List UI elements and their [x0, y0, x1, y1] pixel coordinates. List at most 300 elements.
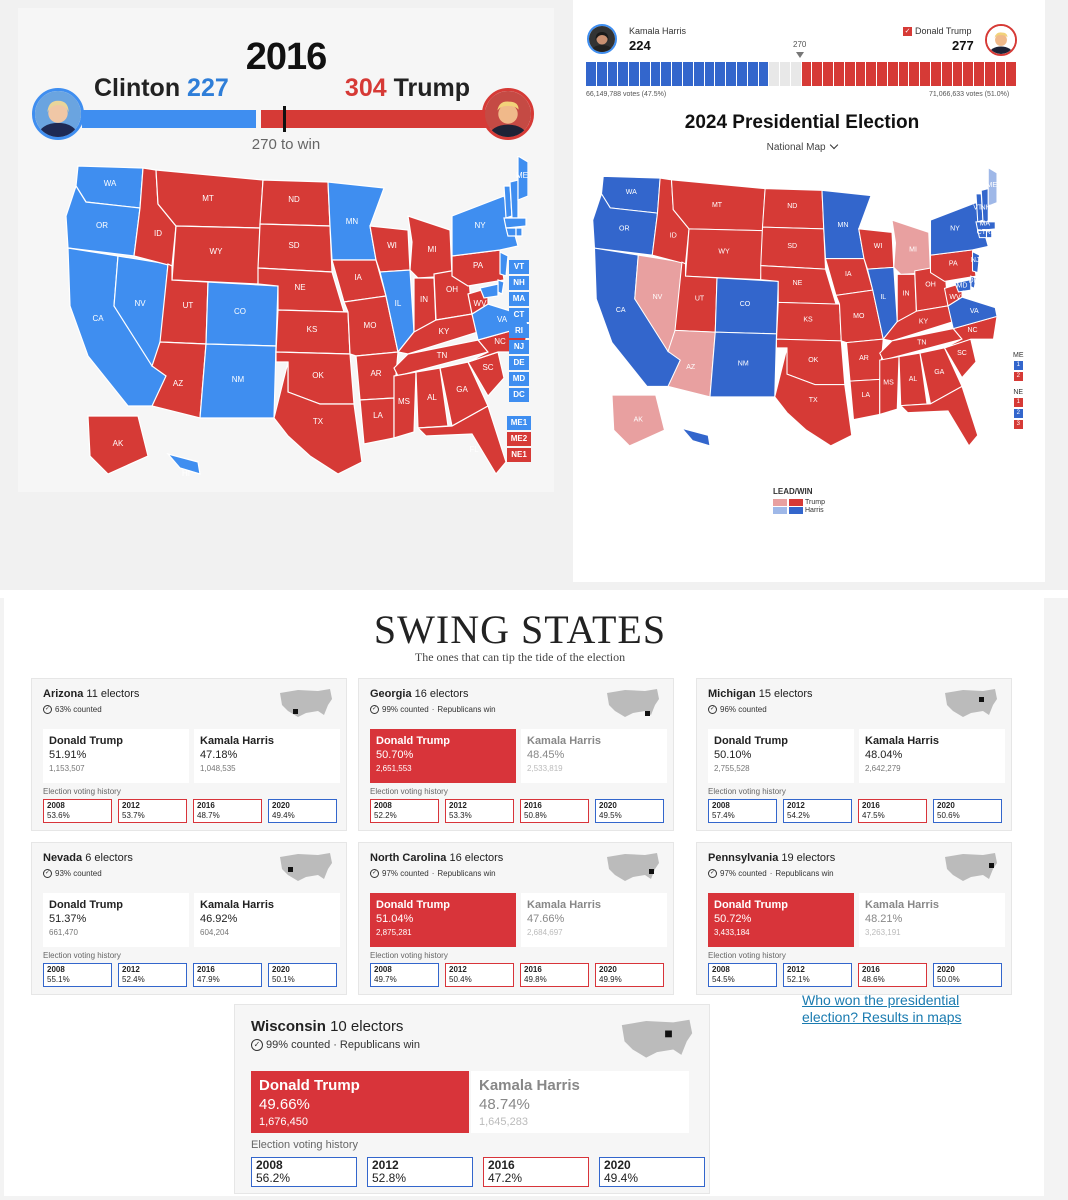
trump-result-box: [708, 729, 854, 783]
mini-us-map-icon: [943, 851, 999, 885]
history-box: [858, 799, 927, 823]
history-pct: 52.2%: [374, 811, 397, 820]
ev-bar-segment: [715, 62, 725, 86]
state-label-dc: DC: [962, 290, 973, 298]
history-pct: 47.5%: [862, 811, 885, 820]
candidate-pct: 50.10%: [714, 749, 752, 761]
candidate-pct: 51.37%: [49, 913, 87, 925]
state-label-ma: MA: [979, 220, 990, 228]
ev-bar-segment: [823, 62, 833, 86]
ev-bar-segment: [866, 62, 876, 86]
check-circle-icon: ✓: [44, 870, 51, 876]
state-heading: [43, 852, 133, 864]
counted-row: [708, 705, 767, 714]
harris-ev: 224: [629, 38, 651, 53]
state-name: Michigan: [708, 688, 756, 700]
history-label: Election voting history: [370, 787, 448, 796]
electors: 16 electors: [449, 852, 504, 864]
state-box-nj: NJ: [509, 340, 529, 354]
lead-legend-title: LEAD/WIN: [773, 487, 813, 496]
ev-bar-segment: [661, 62, 671, 86]
swing-states-panel: [4, 598, 1044, 1196]
state-label-wy: WY: [209, 247, 223, 256]
ev-bar-segment: [780, 62, 790, 86]
check-circle-icon: ✓: [44, 706, 51, 712]
state-label-tx: TX: [312, 417, 324, 426]
counted-row: [43, 869, 102, 878]
state-label-pa: PA: [472, 261, 484, 270]
ev-bar-2024: [586, 62, 1016, 86]
state-heading: [370, 688, 468, 700]
history-year: 2016: [197, 965, 215, 974]
history-year: 2008: [712, 965, 730, 974]
top-area: [0, 0, 1068, 590]
candidate-pct: 50.70%: [376, 749, 414, 761]
state-label-al: AL: [427, 393, 437, 402]
history-pct: 50.0%: [937, 975, 960, 984]
state-label-ia: IA: [354, 273, 362, 282]
state-label-in: IN: [902, 290, 910, 298]
candidate-name: Donald Trump: [376, 735, 450, 747]
trump-ev-2024: 277: [952, 38, 974, 53]
history-pct: 54.2%: [787, 811, 810, 820]
history-year: 2020: [937, 965, 955, 974]
history-pct: 56.2%: [256, 1171, 291, 1185]
history-label: Election voting history: [370, 951, 448, 960]
candidate-pct: 51.04%: [376, 913, 414, 925]
ev-bar-segment: [899, 62, 909, 86]
history-year: 2012: [787, 965, 805, 974]
history-year: 2020: [272, 801, 290, 810]
trump-ev-2016: 304: [344, 74, 387, 102]
state-label-va: VA: [496, 315, 508, 324]
state-name: Georgia: [370, 688, 412, 700]
counted-row: ✓ 99% counted · Republicans win: [371, 705, 496, 714]
clinton-name: Clinton: [94, 74, 181, 102]
history-pct: 49.4%: [272, 811, 295, 820]
ev-bar-segment: [748, 62, 758, 86]
history-box: [520, 963, 589, 987]
harris-result-box: [521, 729, 667, 783]
state-label-nj: NJ: [970, 257, 980, 265]
ev-bar-segment: [640, 62, 650, 86]
history-year: 2020: [599, 965, 617, 974]
check-circle-icon: ✓: [371, 706, 378, 712]
history-label: Election voting history: [708, 951, 786, 960]
ev-bar-segment: [618, 62, 628, 86]
trump-result-box: [370, 729, 516, 783]
trump-name-2024: Donald Trump: [915, 26, 972, 36]
history-row: [43, 963, 337, 987]
history-box: [43, 963, 112, 987]
history-label: Election voting history: [251, 1139, 358, 1151]
counted-row: ✓ 97% counted · Republicans win: [371, 869, 496, 878]
history-label: Election voting history: [708, 787, 786, 796]
state-label-ak: AK: [112, 439, 124, 448]
history-box: [268, 963, 337, 987]
history-label: Election voting history: [43, 787, 121, 796]
state-label-ak: AK: [633, 416, 643, 424]
ev-bar-segment: [683, 62, 693, 86]
history-label: Election voting history: [43, 951, 121, 960]
candidate-pct: 48.04%: [865, 749, 903, 761]
state-box-ct: CT: [509, 308, 529, 322]
ev-bar-segment: [672, 62, 682, 86]
state-heading: [370, 852, 503, 864]
state-label-mt: MT: [711, 202, 723, 209]
counted-text: 93% counted: [55, 869, 102, 878]
history-year: 2008: [374, 801, 392, 810]
candidate-name: Kamala Harris: [200, 899, 274, 911]
ne-district-3: 3: [1014, 420, 1023, 429]
history-pct: 50.8%: [524, 811, 547, 820]
swing-card-georgia[interactable]: [358, 678, 674, 831]
state-label-mn: MN: [837, 222, 849, 230]
history-year: 2016: [862, 801, 880, 810]
candidate-votes: 604,204: [200, 928, 229, 937]
state-label-ms: MS: [398, 397, 410, 406]
state-label-ny: NY: [950, 225, 960, 233]
history-year: 2016: [524, 801, 542, 810]
candidate-pct: 47.18%: [200, 749, 238, 761]
candidate-name: Kamala Harris: [527, 735, 601, 747]
state-label-ga: GA: [934, 369, 945, 377]
state-label-il: IL: [880, 293, 887, 301]
history-box: [193, 799, 262, 823]
mini-us-map-icon: [605, 687, 661, 721]
ev-bar-segment: [597, 62, 607, 86]
history-box: [268, 799, 337, 823]
state-label-mn: MN: [345, 217, 359, 226]
trump-name-2016: Trump: [393, 74, 470, 102]
state-label-wa: WA: [625, 188, 637, 196]
state-box-ri: RI: [509, 324, 529, 338]
state-label-nv: NV: [134, 299, 146, 308]
legend-harris: Harris: [805, 507, 824, 514]
ne-legend-label: NE: [1013, 389, 1024, 396]
state-label-nd: ND: [288, 195, 300, 204]
clinton-label: [94, 74, 229, 103]
ne-district-1: 1: [1014, 398, 1023, 407]
state-label-wy: WY: [718, 248, 730, 256]
state-nj: [500, 252, 508, 276]
state-name: Arizona: [43, 688, 84, 700]
history-box: [595, 963, 664, 987]
counted-row: ✓ 99% counted · Republicans win: [251, 1039, 420, 1051]
state-label-mo: MO: [853, 313, 865, 321]
chevron-down-icon: [830, 141, 838, 149]
state-label-ks: KS: [306, 325, 318, 334]
state-label-va: VA: [969, 307, 979, 315]
state-label-ky: KY: [918, 318, 929, 326]
history-row: [708, 799, 1002, 823]
state-ma: [504, 218, 526, 228]
state-label-sc: SC: [482, 363, 494, 372]
state-label-nv: NV: [652, 293, 663, 301]
history-box: [483, 1157, 589, 1187]
state-label-ia: IA: [844, 271, 852, 279]
state-label-co: CO: [739, 300, 751, 308]
candidate-votes: 3,263,191: [865, 928, 901, 937]
state-label-ar: AR: [370, 369, 382, 378]
ev-bar-segment: [769, 62, 779, 86]
history-year: 2016: [862, 965, 880, 974]
trump-name-2024-wrap: [903, 26, 972, 36]
electors: 6 electors: [85, 852, 133, 864]
threshold-label: 270: [793, 40, 807, 49]
history-pct: 47.9%: [197, 975, 220, 984]
ev-bar-2016: [82, 110, 500, 128]
ev-bar-segment: [953, 62, 963, 86]
state-label-md: MD: [956, 282, 968, 290]
state-ri: [516, 228, 522, 236]
counted-text: 97% counted: [720, 869, 767, 878]
history-year: 2016: [488, 1158, 515, 1172]
state-label-or: OR: [619, 225, 630, 233]
state-de: [498, 280, 504, 294]
state-label-ca: CA: [92, 314, 104, 323]
check-circle-icon: ✓: [371, 870, 378, 876]
history-box: [193, 963, 262, 987]
swing-card-michigan[interactable]: [696, 678, 1012, 831]
state-label-nh: NH: [980, 204, 991, 212]
state-name: Wisconsin: [251, 1018, 326, 1035]
state-label-pa: PA: [948, 260, 958, 268]
history-year: 2016: [524, 965, 542, 974]
harris-result-box: [194, 893, 340, 947]
trump-result-box: [43, 893, 189, 947]
history-pct: 47.2%: [488, 1171, 523, 1185]
state-label-id: ID: [669, 232, 677, 240]
swing-card-arizona[interactable]: [31, 678, 347, 831]
history-box: [933, 963, 1002, 987]
state-la: [360, 398, 394, 444]
state-label-wv: WV: [473, 299, 487, 308]
history-year: 2020: [937, 801, 955, 810]
harris-avatar: [587, 24, 617, 54]
harris-result-box: [859, 729, 1005, 783]
ev-bar-segment: [834, 62, 844, 86]
legend-trump: Trump: [805, 499, 825, 506]
history-box: [783, 963, 852, 987]
swing-card-north-carolina[interactable]: [358, 842, 674, 995]
history-pct: 49.8%: [524, 975, 547, 984]
history-pct: 50.4%: [449, 975, 472, 984]
history-year: 2012: [449, 801, 467, 810]
history-year: 2016: [197, 801, 215, 810]
candidate-votes: 2,651,553: [376, 764, 412, 773]
state-nh: [510, 180, 518, 218]
swing-card-nevada[interactable]: [31, 842, 347, 995]
map-selector-label: National Map: [766, 142, 826, 153]
history-pct: 52.1%: [787, 975, 810, 984]
district-box-me1: ME1: [507, 416, 531, 430]
swing-card-pennsylvania[interactable]: [696, 842, 1012, 995]
clinton-ev: 227: [187, 74, 229, 102]
state-label-al: AL: [908, 376, 918, 384]
state-label-wi: WI: [387, 241, 397, 250]
state-heading: [43, 688, 139, 700]
candidate-pct: 48.45%: [527, 749, 565, 761]
candidate-votes: 1,048,535: [200, 764, 236, 773]
candidate-name: Donald Trump: [714, 735, 788, 747]
state-label-sd: SD: [288, 241, 300, 250]
harris-votes: 66,149,788 votes (47.5%): [586, 91, 667, 98]
state-label-mi: MI: [427, 245, 437, 254]
state-ct: [506, 228, 516, 236]
map-selector[interactable]: [573, 142, 1031, 153]
check-circle-icon: ✓: [709, 870, 716, 876]
candidate-name: Donald Trump: [49, 899, 123, 911]
trump-label-2016: [345, 74, 470, 103]
threshold-marker-icon: [796, 52, 804, 58]
state-label-wv: WV: [949, 293, 961, 301]
electors: 16 electors: [414, 688, 469, 700]
candidate-name: Donald Trump: [376, 899, 450, 911]
state-box-nh: NH: [509, 276, 529, 290]
ev-bar-segment: [909, 62, 919, 86]
state-label-ar: AR: [859, 355, 869, 363]
state-label-in: IN: [420, 295, 428, 304]
ev-bar-segment: [726, 62, 736, 86]
electors: 15 electors: [758, 688, 813, 700]
counted-text: 97% counted: [382, 869, 429, 878]
mini-us-map-icon: [943, 687, 999, 721]
title-2016: 2016: [245, 36, 327, 78]
ev-bar-segment: [974, 62, 984, 86]
history-year: 2008: [712, 801, 730, 810]
swing-card-wisconsin[interactable]: [234, 1004, 710, 1194]
ev-bar-segment: [1006, 62, 1016, 86]
state-label-tn: TN: [917, 339, 927, 347]
candidate-votes: 3,433,184: [714, 928, 750, 937]
history-year: 2008: [374, 965, 392, 974]
state-label-az: AZ: [686, 363, 696, 371]
harris-result-box: [194, 729, 340, 783]
swing-title: SWING STATES: [373, 607, 667, 652]
history-year: 2012: [449, 965, 467, 974]
check-circle-icon: ✓: [709, 706, 716, 712]
results-maps-link[interactable]: Who won the presidential election? Results in maps: [802, 992, 962, 1025]
ev-bar-segment: [629, 62, 639, 86]
candidate-pct: 47.66%: [527, 913, 565, 925]
trump-avatar-2016: [482, 88, 534, 140]
history-year: 2012: [122, 965, 140, 974]
state-label-ct: CT: [976, 229, 986, 237]
electors: 10 electors: [330, 1018, 404, 1035]
history-pct: 52.8%: [372, 1171, 407, 1185]
state-label-ne: NE: [792, 279, 803, 287]
ne-district-2: 2: [1014, 409, 1023, 418]
lead-win-legend: [773, 487, 825, 515]
state-label-ga: GA: [456, 385, 468, 394]
ev-bar-segment: [705, 62, 715, 86]
ev-bar-segment: [856, 62, 866, 86]
state-label-tn: TN: [436, 351, 448, 360]
history-box: [708, 799, 777, 823]
trump-votes: 71,066,633 votes (51.0%): [929, 91, 1010, 98]
candidate-pct: 48.74%: [479, 1096, 530, 1113]
state-heading: [251, 1018, 403, 1035]
counted-row: ✓ 97% counted · Republicans win: [709, 869, 834, 878]
counted-text: 63% counted: [55, 705, 102, 714]
history-year: 2020: [599, 801, 617, 810]
history-pct: 50.6%: [937, 811, 960, 820]
candidate-votes: 661,470: [49, 928, 78, 937]
history-pct: 54.5%: [712, 975, 735, 984]
panel-2024: [573, 0, 1045, 582]
counted-text: 99% counted: [382, 705, 429, 714]
state-box-md: MD: [509, 372, 529, 386]
ev-bar-rep: [261, 110, 500, 128]
electors: 19 electors: [781, 852, 836, 864]
state-la: [850, 379, 880, 419]
state-label-il: IL: [394, 299, 402, 308]
ev-bar-segment: [942, 62, 952, 86]
northeast-state-boxes: [509, 260, 529, 402]
swing-subtitle: The ones that can tip the tide of the election: [414, 650, 626, 664]
candidate-name: Donald Trump: [714, 899, 788, 911]
history-box: [595, 799, 664, 823]
candidate-name: Kamala Harris: [200, 735, 274, 747]
history-box: [370, 963, 439, 987]
history-box: [933, 799, 1002, 823]
state-name: North Carolina: [370, 852, 447, 864]
state-md: [480, 284, 498, 298]
state-label-mt: MT: [202, 194, 214, 203]
title-2024: 2024 Presidential Election: [684, 112, 920, 133]
me-district-2: 2: [1014, 372, 1023, 381]
history-year: 2008: [47, 965, 65, 974]
ev-bar-dem: [82, 110, 256, 128]
history-box: [445, 799, 514, 823]
ev-bar-segment: [608, 62, 618, 86]
status-text: Republicans win: [775, 869, 834, 878]
status-text: Republicans win: [339, 1039, 420, 1051]
candidate-pct: 51.91%: [49, 749, 87, 761]
history-year: 2012: [122, 801, 140, 810]
state-label-nd: ND: [787, 202, 798, 210]
candidate-name: Donald Trump: [259, 1077, 360, 1094]
state-label-ca: CA: [615, 307, 626, 314]
history-row: [708, 963, 1002, 987]
history-row: [370, 963, 664, 987]
state-label-wa: WA: [103, 179, 117, 188]
state-label-nc: NC: [494, 337, 506, 346]
candidate-pct: 48.21%: [865, 913, 903, 925]
candidate-name: Donald Trump: [49, 735, 123, 747]
to-win-label: 270 to win: [251, 136, 321, 153]
state-box-vt: VT: [509, 260, 529, 274]
ev-bar-segment: [737, 62, 747, 86]
history-pct: 55.1%: [47, 975, 70, 984]
history-box: [251, 1157, 357, 1187]
history-pct: 48.7%: [197, 811, 220, 820]
history-year: 2020: [272, 965, 290, 974]
state-label-oh: OH: [446, 285, 458, 294]
ev-bar-segment: [694, 62, 704, 86]
ev-bar-segment: [651, 62, 661, 86]
history-box: [43, 799, 112, 823]
history-box: [118, 799, 187, 823]
state-label-me: ME: [986, 181, 997, 189]
state-label-tx: TX: [808, 397, 818, 405]
history-box: [118, 963, 187, 987]
state-label-mi: MI: [909, 246, 917, 254]
state-label-id: ID: [154, 229, 162, 238]
candidate-name: Kamala Harris: [865, 899, 939, 911]
candidate-pct: 49.66%: [259, 1096, 310, 1113]
